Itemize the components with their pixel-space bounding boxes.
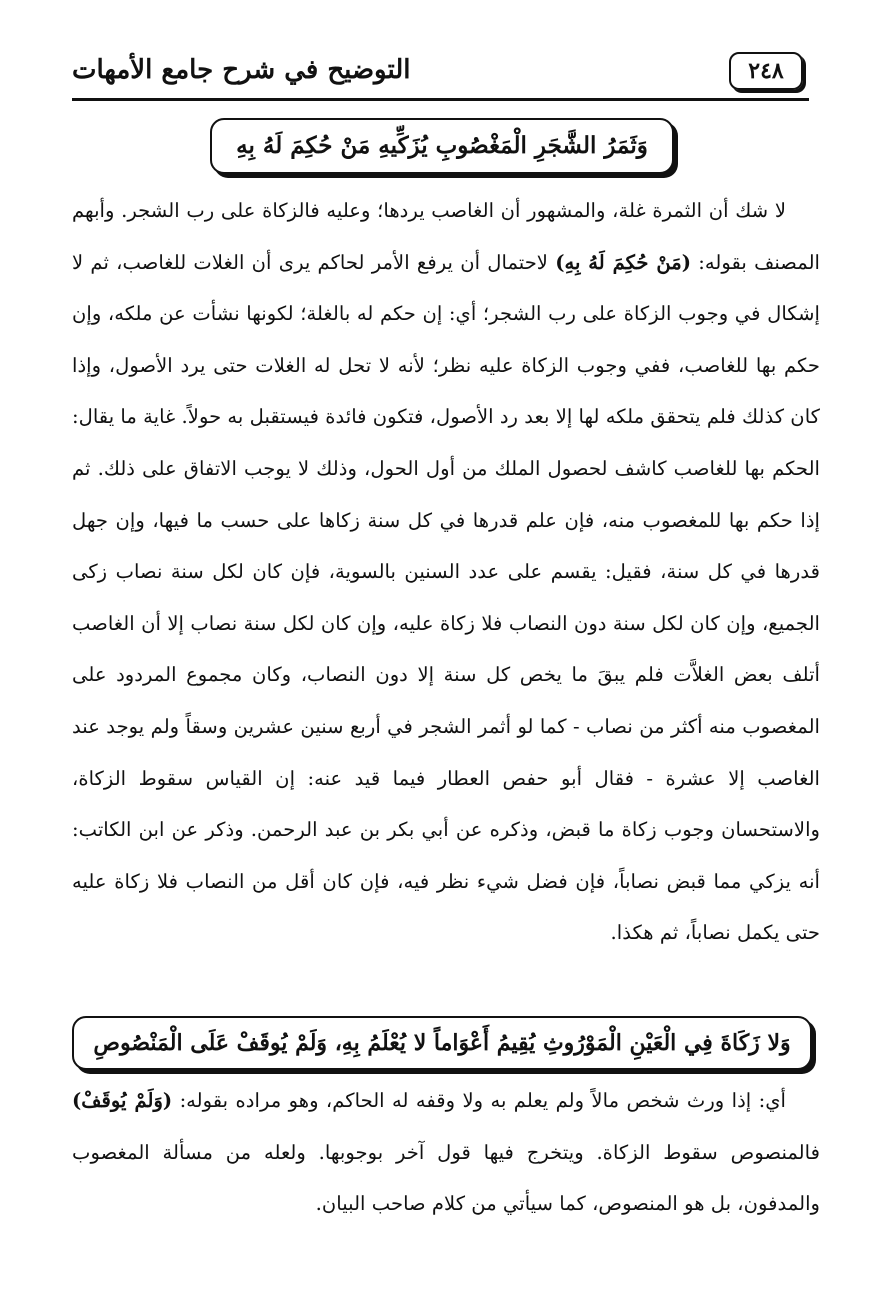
matn-heading-2: وَلا زَكَاةَ فِي الْعَيْنِ الْمَوْرُوثِ يُقِيمُ أَعْوَاماً لا يُعْلَمُ بِهِ، وَلَمْ يُوقَفْ عَلَى الْمَنْصُوصِ: [72, 1016, 812, 1070]
inline-quote: (وَلَمْ يُوقَفْ): [72, 1089, 173, 1112]
commentary-paragraph-2: [72, 1075, 820, 1230]
running-header: [72, 48, 809, 101]
commentary-text: لا شك أن الثمرة غلة، والمشهور أن الغاصب يردها؛ وعليه فالزكاة على رب الشجر. وأبهم المصنف بقوله:: [72, 199, 820, 274]
book-title: التوضيح في شرح جامع الأمهات: [72, 55, 411, 85]
page-number: ٢٤٨: [729, 52, 803, 90]
commentary-text: فالمنصوص سقوط الزكاة. ويتخرج فيها قول آخر بوجوبها. ولعله من مسألة المغصوب والمدفون، بل هو المنصوص، كما سيأتي من كلام صاحب البيان.: [72, 1140, 820, 1216]
matn-heading-1: وَثَمَرُ الشَّجَرِ الْمَغْصُوبِ يُزَكِّيهِ مَنْ حُكِمَ لَهُ بِهِ: [210, 118, 674, 174]
commentary-paragraph-1: [72, 185, 820, 959]
inline-quote: (مَنْ حُكِمَ لَهُ بِهِ): [555, 250, 692, 274]
commentary-text: لاحتمال أن يرفع الأمر لحاكم يرى أن الغلات للغاصب، ثم لا إشكال في وجوب الزكاة على رب الشجر؛ أي: إن حكم له بالغلة؛ لكونها نشأت عن ملكه، وإن حكم بها للغاصب، ففي وجوب الزكاة عليه نظر؛ لأنه لا تحل له الغلات حتى يرد الأصول، وإذا كان كذلك فلم يتحقق ملكه لها إلا بعد رد الأصول، فتكون فائدة فيستقبل به حولاً. غاية ما يقال: الحكم بها للغاصب كاشف لحصول الملك من أول الحول، وذلك لا يوجب الاتفاق على ذلك. ثم إذا حكم بها للمغصوب منه، فإن علم قدرها في كل سنة زكاها على حسب ما فيها، وإن جهل قدرها في كل سنة، فقيل: يقسم على عدد السنين بالسوية، فإن كان لكل سنة نصاب زكى الجميع، وإن كان لكل سنة دون النصاب فلا زكاة عليه، وإن كان لكل سنة نصاب إلا أن الغاصب أتلف بعض الغلاَّت فلم يبقَ ما يخص كل سنة إلا دون النصاب، وكان مجموع المردود على المغصوب منه أكثر من نصاب - كما لو أثمر الشجر في أربع سنين عشرين وسقاً ولم يوجد عند الغاصب إلا عشرة - فقال أبو حفص العطار فيما قيد عنه: إن القياس سقوط الزكاة، والاستحسان وجوب زكاة ما قبض، وذكره عن أبي بكر بن عبد الرحمن. وذكر عن ابن الكاتب: أنه يزكي مما قبض نصاباً، فإن فضل شيء نظر فيه، فإن كان أقل من النصاب فلا زكاة عليه حتى يكمل نصاباً، ثم هكذا.: [72, 250, 820, 945]
commentary-text: أي: إذا ورث شخص مالاً ولم يعلم به ولا وقفه له الحاكم، وهو مراده بقوله:: [172, 1089, 786, 1112]
